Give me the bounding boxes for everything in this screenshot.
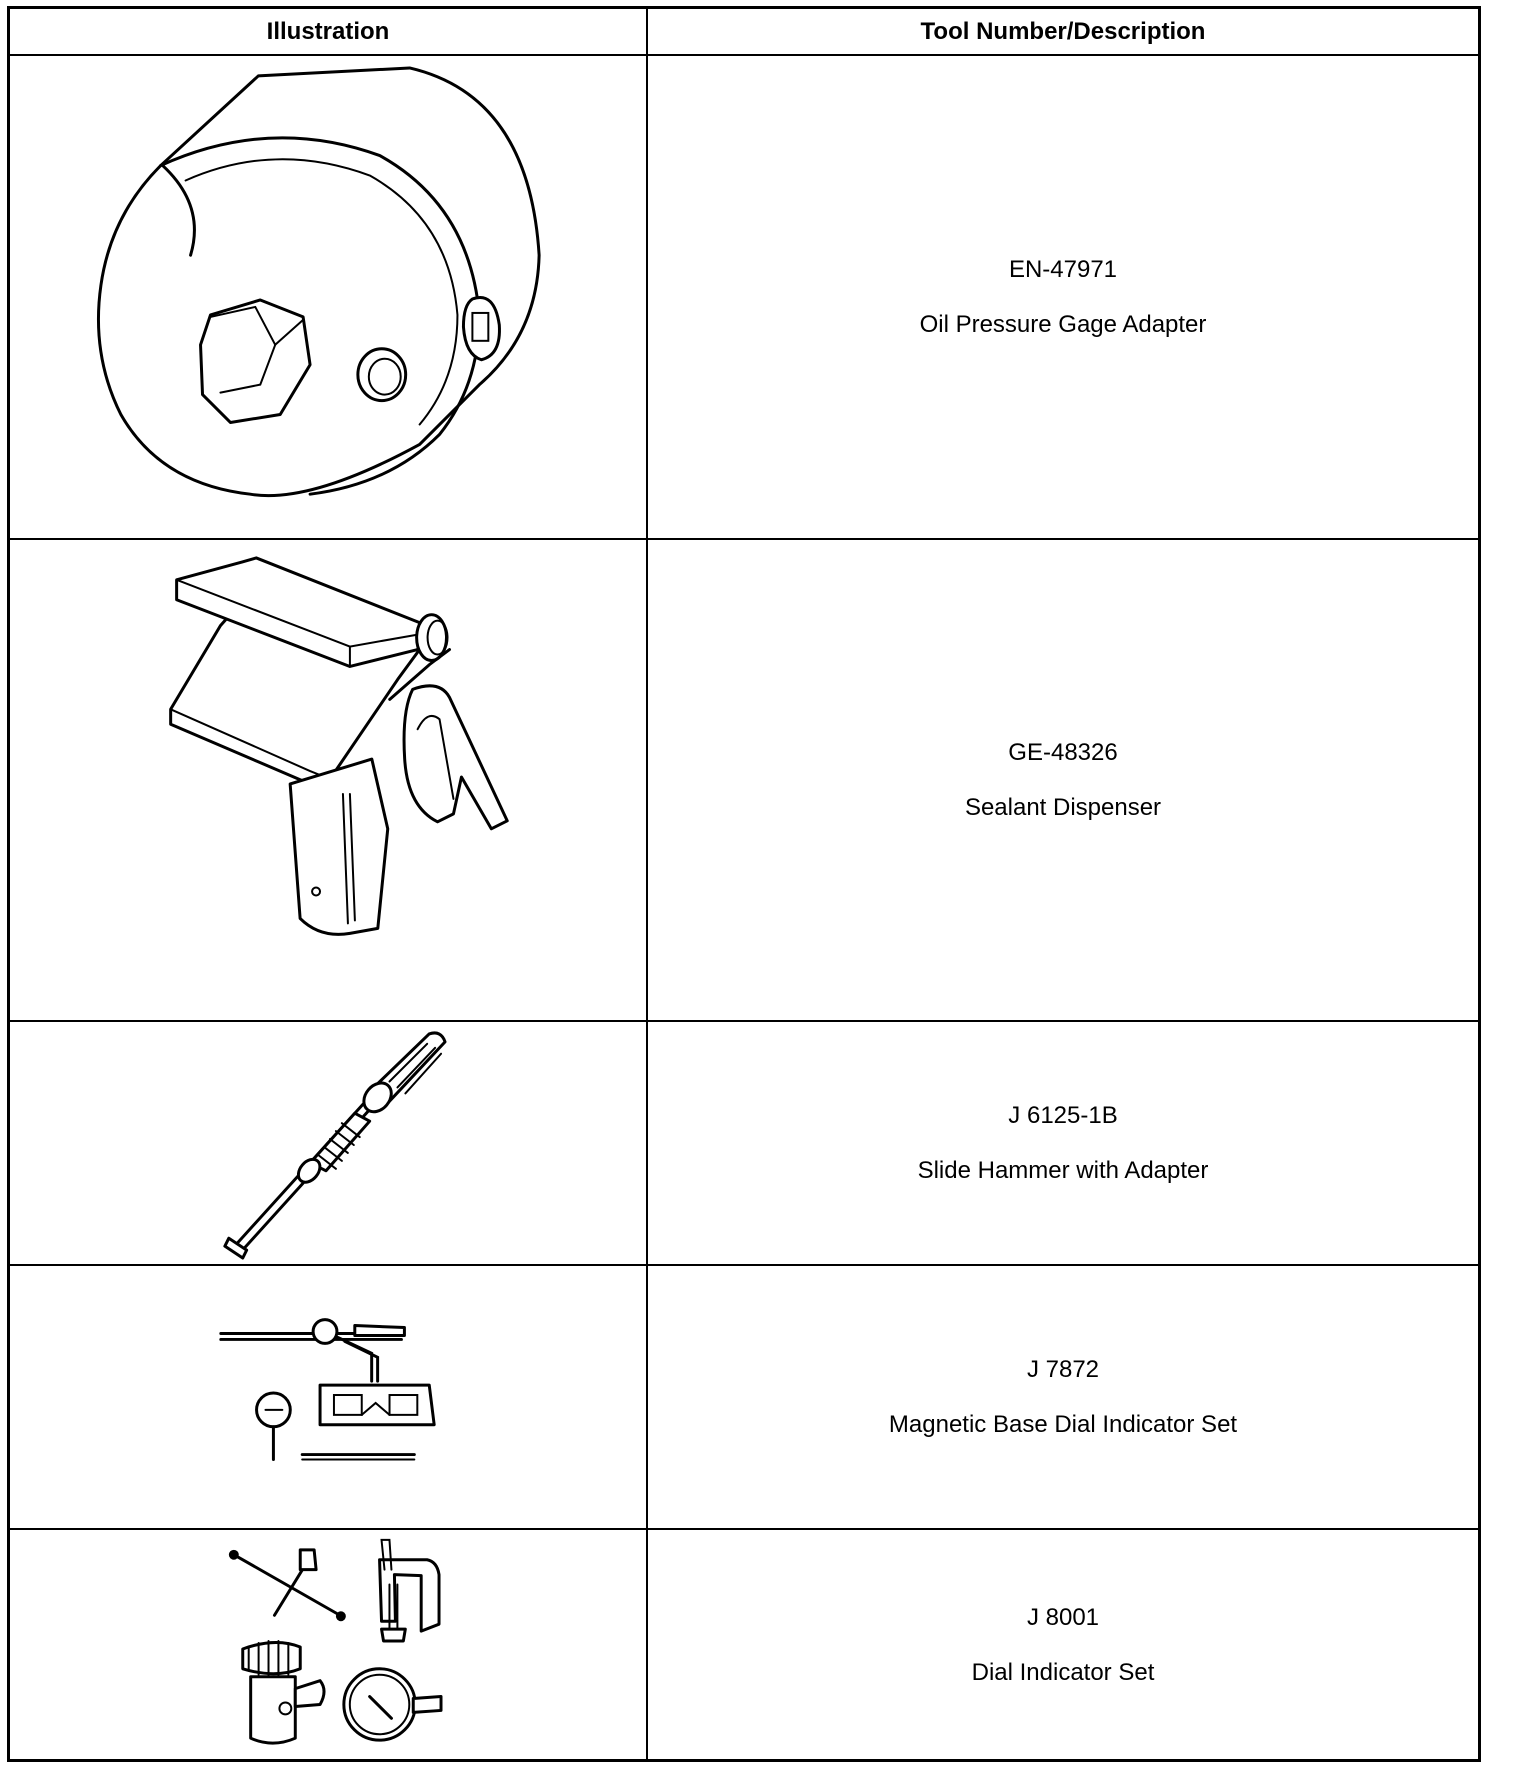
table-row [10,54,1478,538]
tool-name: Magnetic Base Dial Indicator Set [888,1411,1238,1438]
magnetic-base-dial-indicator-illustration [10,1266,646,1528]
tool-description [648,540,1478,1020]
tool-number: EN-47971 [1008,256,1118,283]
table-row [10,1264,1478,1528]
dial-indicator-set-illustration [10,1530,646,1759]
tool-name: Dial Indicator Set [971,1658,1155,1686]
header-illustration: Illustration [266,17,390,45]
tool-number: J 8001 [1026,1603,1100,1631]
header-tool-description: Tool Number/Description [920,17,1206,45]
tool-name: Slide Hammer with Adapter [917,1157,1209,1184]
tool-name: Oil Pressure Gage Adapter [919,311,1207,338]
table-row [10,538,1478,1020]
tool-description [648,1266,1478,1528]
tool-name: Sealant Dispenser [964,794,1162,821]
tool-number: J 6125-1B [1008,1102,1118,1129]
tool-description [648,56,1478,538]
tool-description [648,1022,1478,1264]
sealant-dispenser-illustration [10,540,646,1020]
table-row [10,1020,1478,1264]
tool-description [648,1530,1478,1759]
tool-number: J 7872 [1026,1356,1100,1383]
slide-hammer-illustration [10,1022,646,1264]
table-row [10,1528,1478,1759]
tool-number: GE-48326 [1008,739,1118,766]
tool-table [7,6,1481,1762]
oil-pressure-gage-adapter-illustration [10,56,646,538]
